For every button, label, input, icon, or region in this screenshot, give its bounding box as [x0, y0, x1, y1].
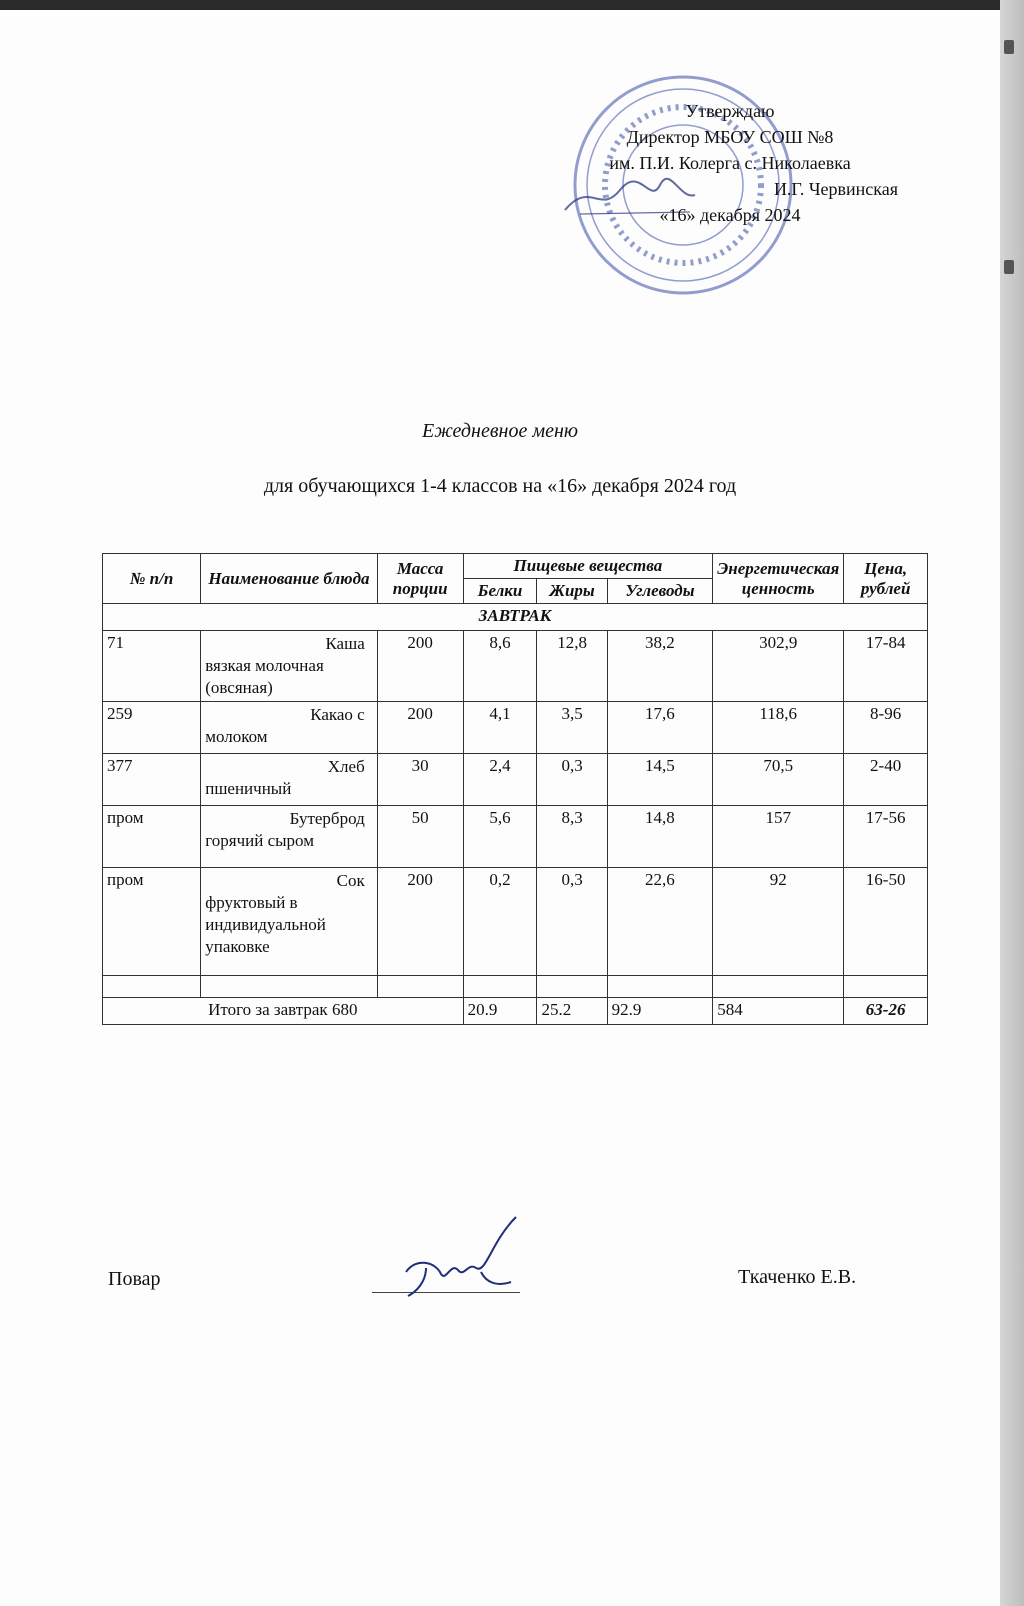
cell-mass: 200 [377, 868, 463, 976]
dish-name-rest: пшеничный [205, 779, 292, 798]
cell-name [201, 806, 378, 868]
dish-name-rest: фруктовый в индивидуальной упаковке [205, 893, 326, 956]
dish-name-rest: вязкая молочная (овсяная) [205, 656, 324, 697]
total-energy: 584 [713, 998, 844, 1025]
total-price: 63-26 [844, 998, 928, 1025]
cell-proteins: 2,4 [463, 754, 537, 806]
cell-price: 8-96 [844, 702, 928, 754]
header-nutrients: Пищевые вещества [463, 554, 713, 579]
page-title: Ежедневное меню [422, 420, 578, 442]
header-fats: Жиры [537, 579, 607, 604]
approval-line: Директор МБОУ СОШ №8 [626, 127, 834, 147]
cell-num: пром [103, 868, 201, 976]
header-name: Наименование блюда [201, 554, 378, 604]
cell-mass: 200 [377, 702, 463, 754]
cell-mass: 30 [377, 754, 463, 806]
cell-name [201, 754, 378, 806]
cell-fats: 0,3 [537, 754, 607, 806]
table-row [103, 868, 928, 976]
cell-energy: 157 [713, 806, 844, 868]
table-row [103, 631, 928, 702]
cell-proteins: 4,1 [463, 702, 537, 754]
cell-price: 16-50 [844, 868, 928, 976]
cell-num: пром [103, 806, 201, 868]
cell-fats: 12,8 [537, 631, 607, 702]
cell-fats: 0,3 [537, 868, 607, 976]
total-row [103, 998, 928, 1025]
total-carbs: 92.9 [607, 998, 713, 1025]
approval-line: Утверждаю [685, 101, 775, 121]
cell-energy: 92 [713, 868, 844, 976]
cook-role: Повар [108, 1268, 161, 1290]
cell-price: 17-84 [844, 631, 928, 702]
scan-shadow [1000, 0, 1024, 1606]
menu-table [102, 553, 928, 1025]
header-mass: Масса порции [377, 554, 463, 604]
cell-carbs: 22,6 [607, 868, 713, 976]
header-carbs: Углеводы [607, 579, 713, 604]
dish-name-rest: горячий сыром [205, 831, 314, 850]
dish-name-rest: молоком [205, 727, 268, 746]
cell-num: 259 [103, 702, 201, 754]
total-label: Итого за завтрак 680 [103, 998, 464, 1025]
cell-carbs: 38,2 [607, 631, 713, 702]
scan-edge [0, 0, 1000, 10]
cell-carbs: 14,8 [607, 806, 713, 868]
header-energy: Энергетическая ценность [713, 554, 844, 604]
section-row [103, 604, 928, 631]
cell-energy: 70,5 [713, 754, 844, 806]
approval-line: им. П.И. Колерга с. Николаевка [609, 153, 851, 173]
table-row [103, 806, 928, 868]
cell-name [201, 702, 378, 754]
cell-num: 71 [103, 631, 201, 702]
total-proteins: 20.9 [463, 998, 537, 1025]
dish-name: Бутерброд [289, 809, 365, 828]
cell-proteins: 5,6 [463, 806, 537, 868]
table-row [103, 702, 928, 754]
cell-proteins: 0,2 [463, 868, 537, 976]
cell-fats: 8,3 [537, 806, 607, 868]
dish-name: Какао с [310, 705, 365, 724]
empty-row [103, 976, 928, 998]
approval-block [540, 98, 920, 228]
cell-fats: 3,5 [537, 702, 607, 754]
table-header-row [103, 554, 928, 579]
header-price: Цена, рублей [844, 554, 928, 604]
approval-line: И.Г. Червинская [773, 179, 898, 199]
header-proteins: Белки [463, 579, 537, 604]
page-subtitle: для обучающихся 1-4 классов на «16» декабря 2024 год [263, 475, 737, 497]
cell-energy: 302,9 [713, 631, 844, 702]
cell-price: 2-40 [844, 754, 928, 806]
scan-artifact [1004, 40, 1014, 54]
table-row [103, 754, 928, 806]
cook-name: Ткаченко Е.В. [738, 1266, 857, 1288]
cook-signature-icon [396, 1212, 526, 1302]
cell-mass: 50 [377, 806, 463, 868]
header-num: № п/п [103, 554, 201, 604]
section-label: ЗАВТРАК [103, 604, 928, 631]
total-fats: 25.2 [537, 998, 607, 1025]
dish-name: Сок [336, 871, 365, 890]
cell-mass: 200 [377, 631, 463, 702]
cell-carbs: 14,5 [607, 754, 713, 806]
scan-artifact [1004, 260, 1014, 274]
approval-date: «16» декабря 2024 [659, 205, 801, 225]
cell-name [201, 631, 378, 702]
dish-name: Хлеб [327, 757, 365, 776]
cell-carbs: 17,6 [607, 702, 713, 754]
dish-name: Каша [325, 634, 365, 653]
cell-price: 17-56 [844, 806, 928, 868]
cell-proteins: 8,6 [463, 631, 537, 702]
cell-name [201, 868, 378, 976]
cell-num: 377 [103, 754, 201, 806]
cell-energy: 118,6 [713, 702, 844, 754]
